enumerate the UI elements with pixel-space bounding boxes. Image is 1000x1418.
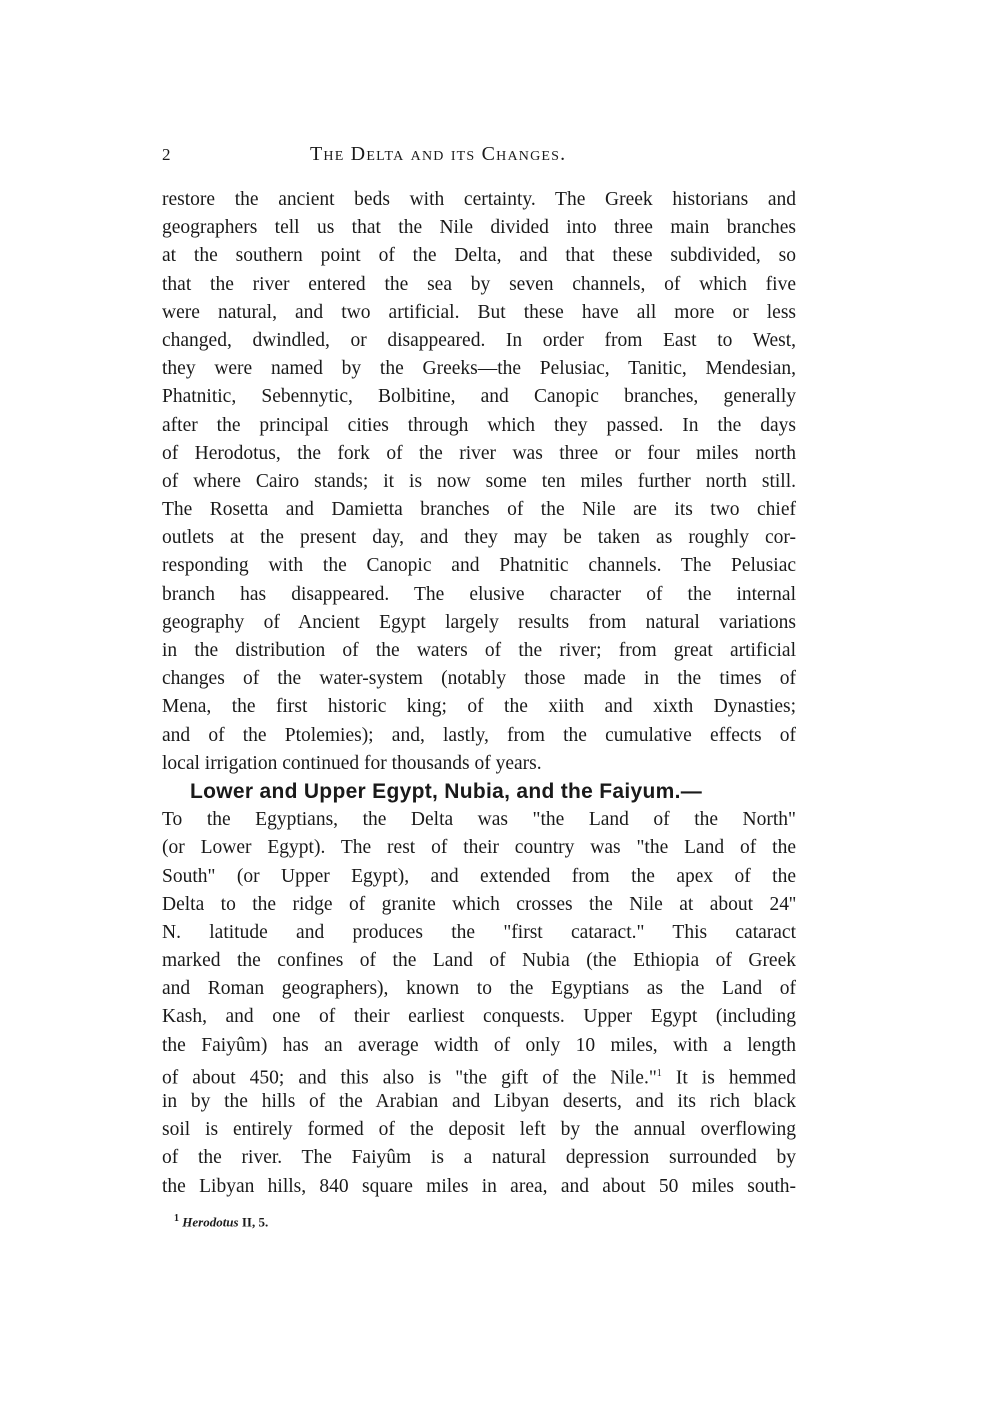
footnote-marker: 1 [656,1067,662,1079]
text-line: the Faiyûm) has an average width of only 10 miles, with a length [162,1034,796,1056]
paragraph-2 [162,806,796,1201]
text-line: marked the confines of the Land of Nubia (the Ethiopia of Greek [162,950,796,972]
text-line: geography of Ancient Egypt largely results from natural variations [162,611,796,633]
text-line: (or Lower Egypt). The rest of their country was "the Land of the [162,837,796,859]
text-line: were natural, and two artificial. But these have all more or less [162,301,796,323]
footnote-reference: II, 5. [241,1214,269,1230]
text-line: local irrigation continued for thousands of years. [162,752,542,774]
text-line: Kash, and one of their earliest conquests. Upper Egypt (including [162,1006,796,1028]
running-title: The Delta and its Changes. [310,143,567,165]
text-line: of Herodotus, the fork of the river was three or four miles north [162,442,796,464]
paragraph-1 [162,186,796,778]
text-fragment: of about 450; and this also is "the gift of the Nile." [162,1067,657,1089]
text-line: N. latitude and produces the "first cataract." This cataract [162,921,796,943]
text-line: responding with the Canopic and Phatnitic channels. The Pelusiac [162,555,796,577]
text-line: Delta to the ridge of granite which crosses the Nile at about 24'' [162,893,796,915]
text-line: of where Cairo stands; it is now some ten miles further north still. [162,470,796,492]
footnote [174,1213,268,1230]
text-line: at the southern point of the Delta, and that these subdivided, so [162,245,796,267]
text-line: of the river. The Faiyûm is a natural depression surrounded by [162,1147,796,1169]
text-line: restore the ancient beds with certainty. The Greek historians and [162,189,796,210]
text-line: in the distribution of the waters of the river; from great artificial [162,640,796,661]
text-fragment: It is hemmed [661,1067,796,1089]
text-line: geographers tell us that the Nile divided into three main branches [162,217,796,239]
text-line: and of the Ptolemies); and, lastly, from the cumulative effects of [162,724,796,746]
text-line: and Roman geographers), known to the Egyptians as the Land of [162,978,796,1000]
text-line: outlets at the present day, and they may be taken as roughly cor- [162,527,796,549]
text-line: To the Egyptians, the Delta was "the Land of the North" [162,809,796,831]
text-line: The Rosetta and Damietta branches of the Nile are its two chief [162,499,796,521]
footnote-title: Herodotus [182,1214,239,1230]
body-text [162,186,796,1201]
text-line: Mena, the first historic king; of the xiith and xixth Dynasties; [162,696,796,718]
text-line: they were named by the Greeks—the Pelusiac, Tanitic, Mendesian, [162,358,796,380]
text-line: branch has disappeared. The elusive character of the internal [162,583,796,605]
text-line: Phatnitic, Sebennytic, Bolbitine, and Canopic branches, generally [162,386,796,408]
text-line: the Libyan hills, 840 square miles in area, and about 50 miles south- [162,1175,796,1197]
section-heading: Lower and Upper Egypt, Nubia, and the Faiyum.— [190,779,703,803]
text-line: that the river entered the sea by seven channels, of which five [162,273,796,295]
text-line: changes of the water-system (notably those made in the times of [162,668,796,690]
page-header [162,143,796,171]
text-line: changed, dwindled, or disappeared. In order from East to West, [162,329,796,351]
text-line-with-note [162,1060,796,1088]
page-number: 2 [162,145,171,164]
text-line: soil is entirely formed of the deposit left by the annual overflowing [162,1119,796,1141]
text-line: in by the hills of the Arabian and Libyan deserts, and its rich black [162,1091,796,1112]
footnote-number: 1 [174,1213,179,1224]
text-line: after the principal cities through which they passed. In the days [162,414,796,436]
text-line: South" (or Upper Egypt), and extended from the apex of the [162,865,796,887]
